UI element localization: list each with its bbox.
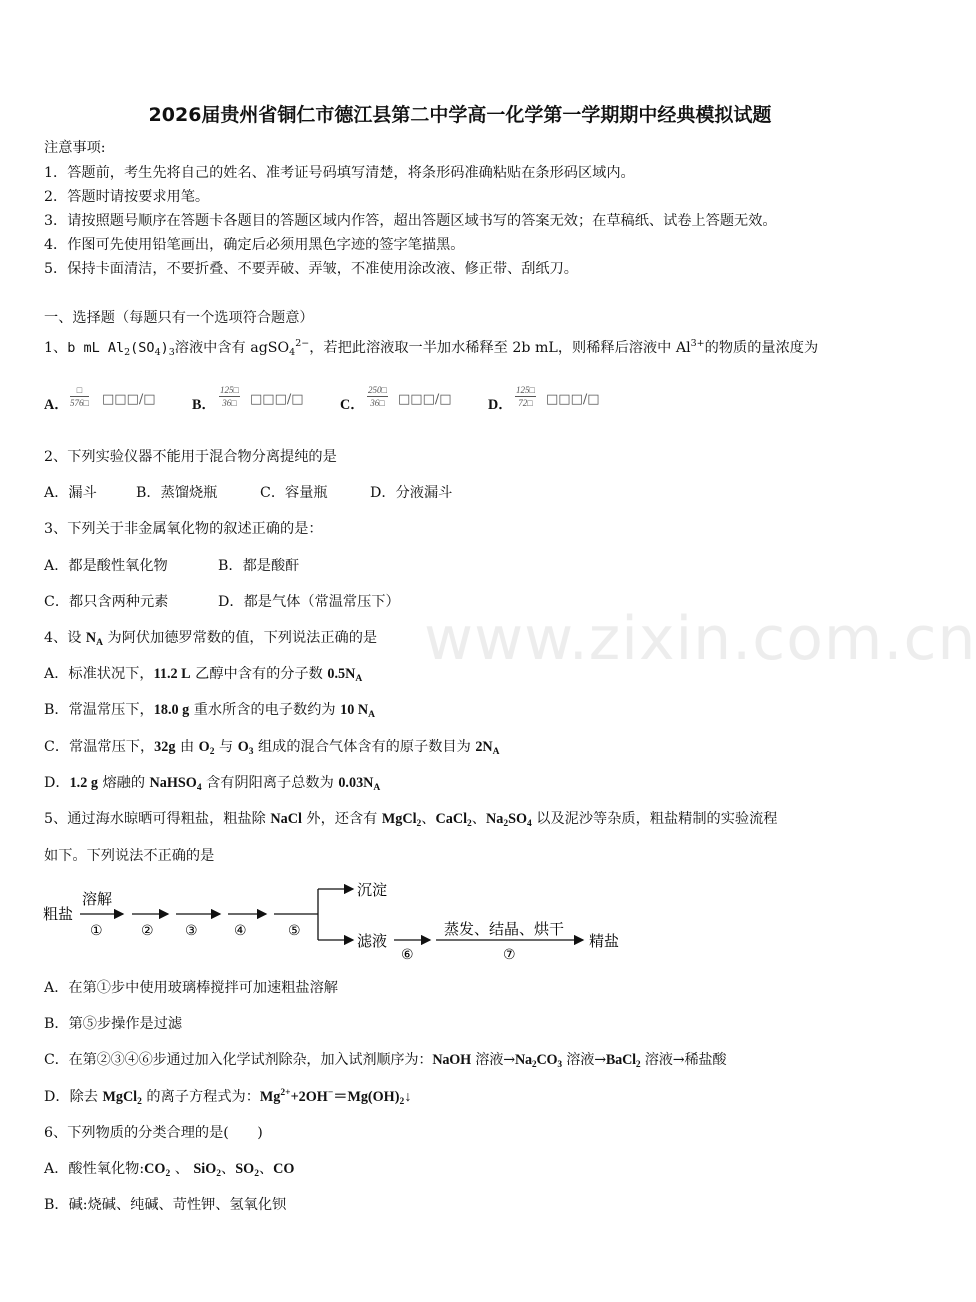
flow-end-label: 精盐 bbox=[589, 932, 620, 950]
flow-step-6: ⑥ bbox=[401, 947, 414, 963]
flow-precip-label: 沉淀 bbox=[357, 881, 388, 899]
q3-option-b: B．都是酸酐 bbox=[218, 558, 300, 574]
flow-step-3: ③ bbox=[185, 923, 198, 939]
q2-option-b: B．蒸馏烧瓶 bbox=[136, 485, 218, 501]
notice-item-2: 2．答题时请按要求用笔。 bbox=[44, 189, 210, 205]
q4-option-d: D．1.2 g 熔融的 NaHSO$_4$ 含有阴阳离子总数为 $0.03N_A$ bbox=[44, 775, 381, 793]
question-6: 6、下列物质的分类合理的是( ) bbox=[44, 1125, 263, 1141]
flow-step-4: ④ bbox=[234, 923, 247, 939]
q3-option-a: A．都是酸性氧化物 bbox=[44, 558, 168, 574]
flow-dissolve-label: 溶解 bbox=[82, 890, 113, 908]
question-1: 1、b mL $Al_2(SO_4)_3$溶液中含有 agSO$_4^{2-}$，若把此溶液取一半加水稀释至 2b mL，则稀释后溶液中 $Al^{3+}$的物质的量浓度为 bbox=[44, 338, 819, 358]
q6-option-b: B．碱:烧碱、纯碱、苛性钾、氢氧化钡 bbox=[44, 1197, 287, 1213]
flow-step-7: ⑦ bbox=[503, 947, 516, 963]
q2-option-d: D．分液漏斗 bbox=[370, 485, 453, 501]
page-title: 2026届贵州省铜仁市德江县第二中学高一化学第一学期期中经典模拟试题 bbox=[148, 104, 772, 126]
flow-step-1: ① bbox=[90, 923, 103, 939]
flow-evap-label: 蒸发、结晶、烘干 bbox=[444, 920, 565, 938]
q1-option-c-label: C． bbox=[340, 397, 365, 413]
notice-item-3: 3．请按照题号顺序在答题卡各题目的答题区域内作答，超出答题区域书写的答案无效；在草稿纸、试卷上答题无效。 bbox=[44, 213, 777, 229]
q1-option-a-fraction: □ 576□ bbox=[70, 385, 89, 408]
q1-option-a-unit: □□□/□ bbox=[102, 392, 156, 407]
q1-option-d-label: D． bbox=[488, 397, 513, 413]
question-3: 3、下列关于非金属氧化物的叙述正确的是： bbox=[44, 521, 323, 537]
q1-option-b-label: B． bbox=[192, 397, 216, 413]
question-5-line-2: 如下。下列说法不正确的是 bbox=[44, 848, 215, 864]
q1-option-d-unit: □□□/□ bbox=[546, 392, 600, 407]
q3-option-c: C．都只含两种元素 bbox=[44, 594, 169, 610]
q5-option-c: C．在第②③④⑥步通过加入化学试剂除杂，加入试剂顺序为：NaOH 溶液$\to Na_2CO_3$ 溶液→BaCl$_2$ 溶液→稀盐酸 bbox=[44, 1052, 727, 1070]
q1-option-c-unit: □□□/□ bbox=[398, 392, 452, 407]
notice-item-5: 5．保持卡面清洁，不要折叠、不要弄破、弄皱，不准使用涂改液、修正带、刮纸刀。 bbox=[44, 261, 578, 277]
flow-start-label: 粗盐 bbox=[43, 905, 74, 923]
notice-item-1: 1．答题前，考生先将自己的姓名、准考证号码填写清楚，将条形码准确粘贴在条形码区域内。 bbox=[44, 165, 635, 181]
q4-option-b: B．常温常压下，18.0 g 重水所含的电子数约为 10 $N_A$ bbox=[44, 702, 375, 720]
question-2: 2、下列实验仪器不能用于混合物分离提纯的是 bbox=[44, 449, 337, 465]
q1-option-b-unit: □□□/□ bbox=[250, 392, 304, 407]
q2-option-a: A．漏斗 bbox=[44, 485, 97, 501]
q2-option-c: C．容量瓶 bbox=[260, 485, 328, 501]
flow-step-5: ⑤ bbox=[288, 923, 301, 939]
q4-option-c: C．常温常压下，32g 由 $O_2$ 与 $O_3$ 组成的混合气体含有的原子数目为 $2N_A$ bbox=[44, 739, 500, 757]
question-4: 4、设 $N_A$ 为阿伏加德罗常数的值，下列说法正确的是 bbox=[44, 630, 378, 648]
q3-option-d: D．都是气体（常温常压下） bbox=[218, 594, 400, 610]
flow-filtrate-label: 滤液 bbox=[357, 932, 388, 950]
q1-option-d-fraction: $\frac{125□}{72□}$ bbox=[516, 385, 535, 408]
salt-refining-flow-diagram bbox=[40, 874, 640, 966]
q1-option-a-label: A． bbox=[44, 397, 69, 413]
watermark: www.zixin.com.cn bbox=[424, 604, 976, 674]
notice-heading: 注意事项: bbox=[44, 140, 106, 156]
question-5-line-1: 5、通过海水晾晒可得粗盐，粗盐除 NaCl 外，还含有 MgCl$_2$、CaCl$_2$、$Na_2SO_4$ 以及泥沙等杂质，粗盐精制的实验流程 bbox=[44, 811, 778, 829]
flow-step-2: ② bbox=[141, 923, 154, 939]
section-heading: 一、选择题（每题只有一个选项符合题意） bbox=[44, 310, 314, 326]
q4-option-a: A．标准状况下，11.2 L 乙醇中含有的分子数 $0.5N_A$ bbox=[44, 666, 363, 684]
q5-option-a: A．在第①步中使用玻璃棒搅拌可加速粗盐溶解 bbox=[44, 980, 338, 996]
q6-option-a: A．酸性氧化物$:CO_2$ 、 SiO$_2$、$SO_2$、CO bbox=[44, 1161, 295, 1179]
q1-option-c-fraction: $\frac{250□}{36□}$ bbox=[368, 385, 387, 408]
q5-option-b: B．第⑤步操作是过滤 bbox=[44, 1016, 183, 1032]
q5-option-d: D．除去 MgCl$_2$ 的离子方程式为：$Mg^{2+}+2OH^-=Mg(OH)_2↓$ bbox=[44, 1088, 412, 1107]
notice-item-4: 4．作图可先使用铅笔画出，确定后必须用黑色字迹的签字笔描黑。 bbox=[44, 237, 465, 253]
q1-option-b-fraction: $\frac{125□}{36□}$ bbox=[220, 385, 239, 408]
